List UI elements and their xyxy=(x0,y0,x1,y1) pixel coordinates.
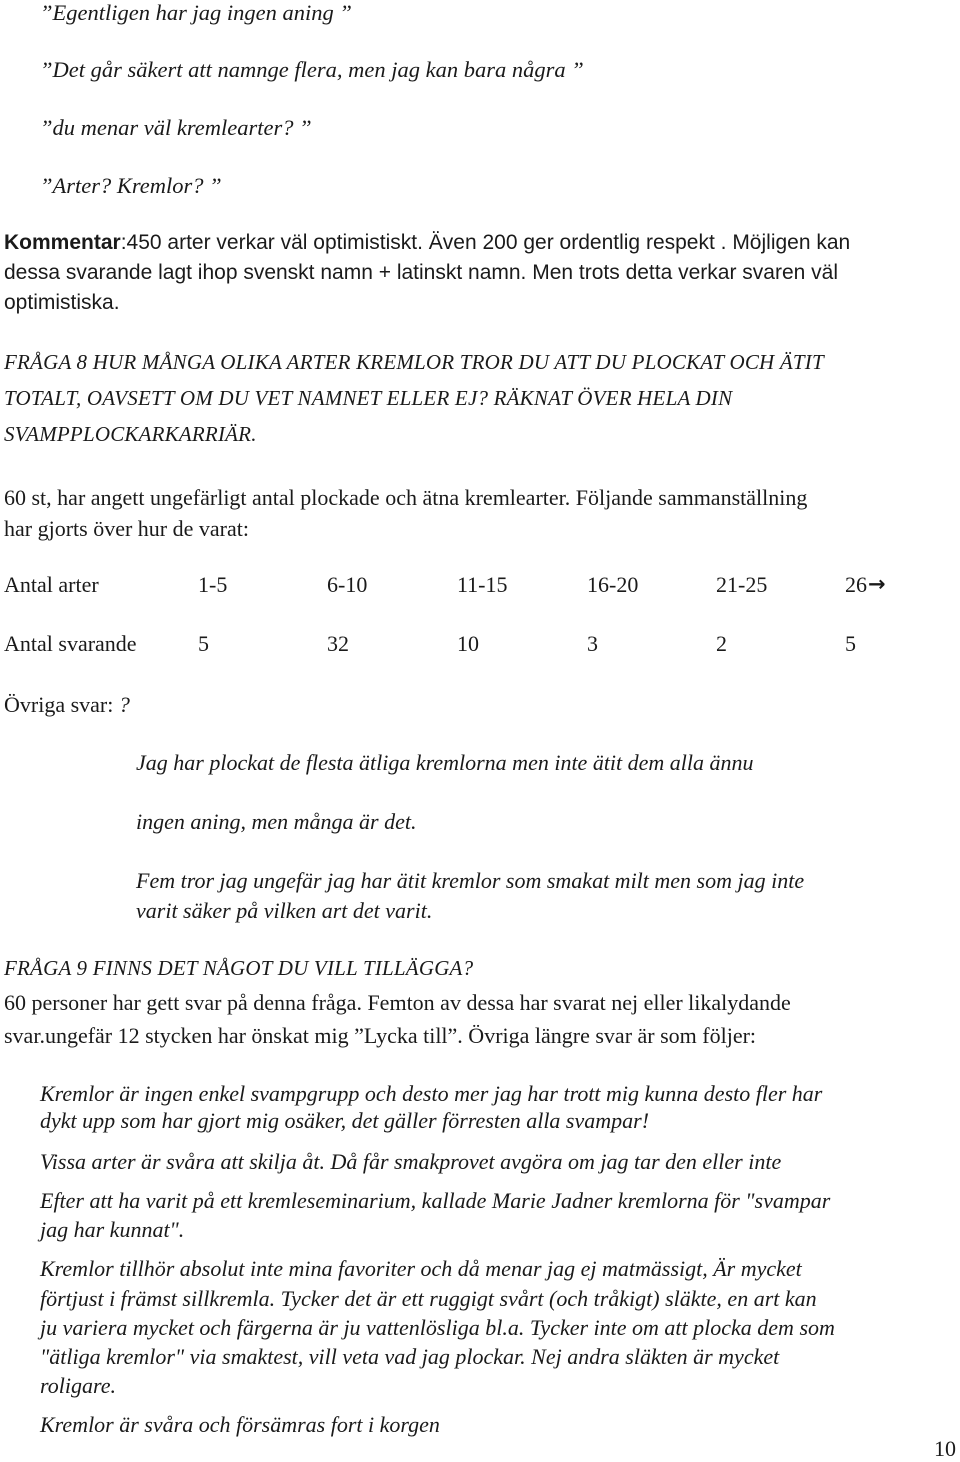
comment-label: Kommentar xyxy=(4,231,121,254)
comment-line-1 xyxy=(4,228,850,258)
quote-2: ”Det går säkert att namnge flera, men jag kan bara några ” xyxy=(40,57,584,82)
table-cell: 10 xyxy=(457,631,479,656)
answer-9-line-1: 60 personer har gett svar på denna fråga. Femton av dessa har svarat nej eller likalydande xyxy=(4,990,791,1015)
table-cell: 11-15 xyxy=(457,572,508,597)
question-8-line-3: SVAMPPLOCKARKARRIÄR. xyxy=(4,422,257,446)
table-row-svarande xyxy=(0,631,960,661)
response-5-line-1: Kremlor är svåra och försämras fort i korgen xyxy=(40,1412,440,1437)
row-label: Antal arter xyxy=(4,572,99,597)
table-cell: 6-10 xyxy=(327,572,368,597)
response-4-line-1: Kremlor tillhör absolut inte mina favoriter och då menar jag ej matmässigt, Är mycket xyxy=(40,1256,802,1281)
table-cell: 5 xyxy=(198,631,209,656)
arrow-right-icon: → xyxy=(868,572,886,596)
question-8-line-2: TOTALT, OAVSETT OM DU VET NAMNET ELLER EJ? RÄKNAT ÖVER HELA DIN xyxy=(4,386,733,410)
other-marker: ? xyxy=(118,692,130,717)
response-4-line-3: ju variera mycket och färgerna är ju vattenlösliga bl.a. Tycker inte om att plocka dem som xyxy=(40,1315,835,1340)
comment-line-2: dessa svarande lagt ihop svenskt namn + latinskt namn. Men trots detta verkar svaren väl xyxy=(4,261,839,284)
table-cell: 16-20 xyxy=(587,572,639,597)
table-row-arter xyxy=(0,572,960,602)
response-2-line-1: Vissa arter är svåra att skilja åt. Då får smakprovet avgöra om jag tar den eller inte xyxy=(40,1149,782,1174)
other-response-3b: varit säker på vilken art det varit. xyxy=(136,898,433,923)
response-4-line-5: roligare. xyxy=(40,1373,116,1398)
comment-text: :450 arter verkar väl optimistiskt. Även 200 ger ordentlig respekt . Möjligen kan xyxy=(120,231,851,254)
other-label: Övriga svar: xyxy=(4,692,119,717)
table-cell: 5 xyxy=(845,631,856,656)
table-cell: 32 xyxy=(327,631,349,656)
answer-9-line-2: svar.ungefär 12 stycken har önskat mig ”Lycka till”. Övriga längre svar är som följer: xyxy=(4,1023,757,1048)
other-response-2: ingen aning, men många är det. xyxy=(136,809,417,834)
other-response-1: Jag har plockat de flesta ätliga kremlorna men inte ätit dem alla ännu xyxy=(136,750,754,775)
other-answers-heading xyxy=(4,690,130,720)
other-response-3a: Fem tror jag ungefär jag har ätit kremlor som smakat milt men som jag inte xyxy=(136,868,805,893)
quote-3: ”du menar väl kremlearter? ” xyxy=(40,115,312,140)
response-1-line-1: Kremlor är ingen enkel svampgrupp och desto mer jag har trott mig kunna desto fler har xyxy=(40,1081,823,1106)
response-3-line-1: Efter att ha varit på ett kremleseminarium, kallade Marie Jadner kremlorna för "svampar xyxy=(40,1188,831,1213)
table-cell: 21-25 xyxy=(716,572,768,597)
response-3-line-2: jag har kunnat". xyxy=(40,1217,185,1242)
response-4-line-2: förtjust i främst sillkremla. Tycker det är ett ruggigt svårt (och tråkigt) släkte, en art kan xyxy=(40,1286,817,1311)
response-1-line-2: dykt upp som har gjort mig osäker, det gäller förresten alla svampar! xyxy=(40,1108,650,1133)
question-9-title: FRÅGA 9 FINNS DET NÅGOT DU VILL TILLÄGGA? xyxy=(4,956,474,980)
answer-8-line-1: 60 st, har angett ungefärligt antal plockade och ätna kremlearter. Följande sammanställning xyxy=(4,485,808,510)
quote-1: ”Egentligen har jag ingen aning ” xyxy=(40,0,352,25)
answer-8-line-2: har gjorts över hur de varat: xyxy=(4,516,249,541)
table-cell: 1-5 xyxy=(198,572,228,597)
row-label: Antal svarande xyxy=(4,631,137,656)
table-cell: 2 xyxy=(716,631,727,656)
question-8-line-1: FRÅGA 8 HUR MÅNGA OLIKA ARTER KREMLOR TROR DU ATT DU PLOCKAT OCH ÄTIT xyxy=(4,350,824,374)
table-cell: 26 xyxy=(845,572,867,597)
response-4-line-4: "ätliga kremlor" via smaktest, vill veta vad jag plockar. Nej andra släkten är mycket xyxy=(40,1344,780,1369)
comment-line-3: optimistiska. xyxy=(4,291,120,314)
page-number: 10 xyxy=(934,1436,956,1461)
table-cell: 3 xyxy=(587,631,598,656)
quote-4: ”Arter? Kremlor? ” xyxy=(40,173,222,198)
